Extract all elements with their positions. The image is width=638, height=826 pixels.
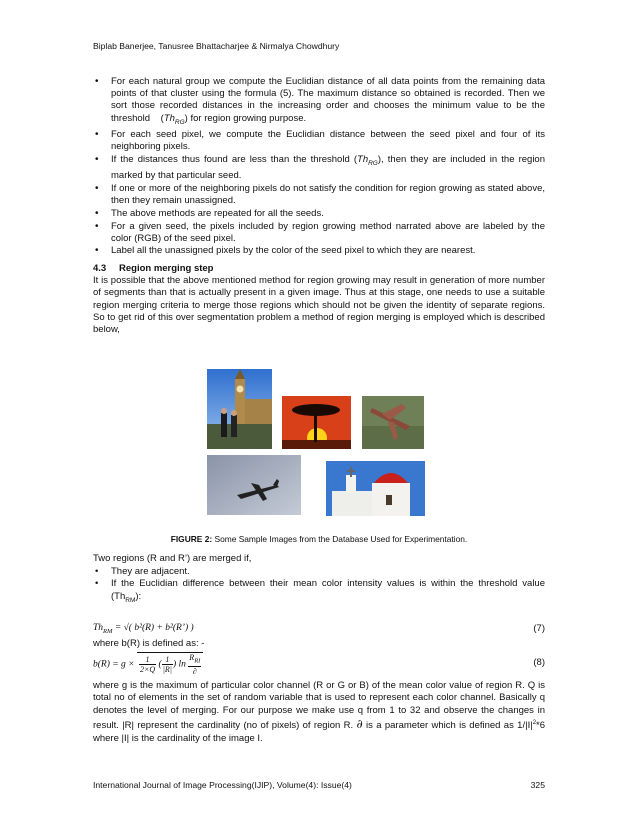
sample-image-sunset-tree [282, 396, 351, 449]
merge-intro: Two regions (R and R’) are merged if, [93, 553, 252, 564]
list-item: • The above methods are repeated for all the seeds. [95, 207, 324, 219]
bullet-icon: • [95, 76, 99, 87]
section-heading: 4.3 Region merging step [93, 263, 214, 274]
sample-image-fighter-jet [362, 396, 424, 449]
bullet-icon: • [95, 220, 99, 232]
where-b-text: where b(R) is defined as: - [93, 638, 205, 649]
list-item: • For each natural group we compute the Euclidian distance of all data points from the remaining data points of that cluster using the formula (5). The maximum distance so obtained is recorded. Then we sort those recorded distances in the increasing order and chooses the minimum value to be the threshold $(Th_{RG})$ for region growing purpose. [95, 76, 545, 126]
list-item: • If the Euclidian difference between their mean color intensity values is within the threshold value $(Th_{RM})$: [95, 578, 545, 604]
sample-image-airplane [207, 455, 301, 515]
equation-7-number: (7) [533, 623, 545, 634]
bullet-icon: • [95, 207, 99, 219]
bullet-icon: • [95, 182, 99, 194]
equation-8: b(R) = g × $\frac{1}{2\times Q}$ ( $\frac{1}{|R|}$ ) ln $\frac{R_{RI}}{\partial}$ [93, 652, 203, 676]
list-item: • If one or more of the neighboring pixels do not satisfy the condition for region growing as stated above, then they remain unassigned. [95, 182, 545, 207]
section-paragraph: It is possible that the above mentioned method for region growing may result in generation of more number of segments than that is actually present in a given image. Thus at this stage, one needs to use a suitable region merging criteria to merge those regions which should not be given the identity of separate regions. So to get rid of this over segmentation problem a method of region merging is employed which is described below, [93, 275, 545, 336]
bullet-icon: • [95, 129, 99, 141]
bullet-icon: • [95, 578, 99, 590]
list-item: • For a given seed, the pixels included by region growing method narrated above are labeled by the color (RGB) of the seed pixel. [95, 220, 545, 244]
bullet-icon: • [95, 154, 99, 166]
figure-caption: FIGURE 2: Some Sample Images from the Database Used for Experimentation. [170, 534, 468, 544]
equation-7: $Th_{RM}$ = √( b²(R) + b²(R’) ) [93, 623, 194, 635]
bullet-icon: • [95, 245, 99, 257]
equation-8-number: (8) [533, 657, 545, 668]
explanation-text: where g is the maximum of particular color channel (R or G or B) of the mean color value of region R. Q is total no of elements in the set of random variable that is used to represent each color channel. Basically q denotes the level of merging. For our purpose we make use q from 1 to 32 and observe the changes in result. |R| represent the cardinality (no of pixels) of region R. ∂ is a parameter which is defined as $1/|I|^2*6$ where |I| is the cardinality of the image I. [93, 680, 546, 744]
sample-image-church [326, 461, 425, 516]
bullet-icon: • [95, 566, 99, 577]
list-item: • Label all the unassigned pixels by the color of the seed pixel to which they are nearest. [95, 245, 476, 257]
list-item: • If the distances thus found are less than the threshold $(Th_{RG})$, then they are included in the region marked by that particular seed. [95, 154, 545, 182]
sample-image-big-ben [207, 369, 272, 449]
running-header: Biplab Banerjee, Tanusree Bhattacharjee & Nirmalya Chowdhury [93, 41, 340, 51]
page-number: 325 [530, 780, 545, 790]
footer-journal: International Journal of Image Processing(IJIP), Volume(4): Issue(4) [93, 780, 352, 790]
list-item: • They are adjacent. [95, 566, 190, 577]
procedure-list [93, 76, 545, 258]
list-item: • For each seed pixel, we compute the Euclidian distance between the seed pixel and four of its neighboring pixels. [95, 129, 545, 153]
merge-conditions [93, 566, 545, 607]
